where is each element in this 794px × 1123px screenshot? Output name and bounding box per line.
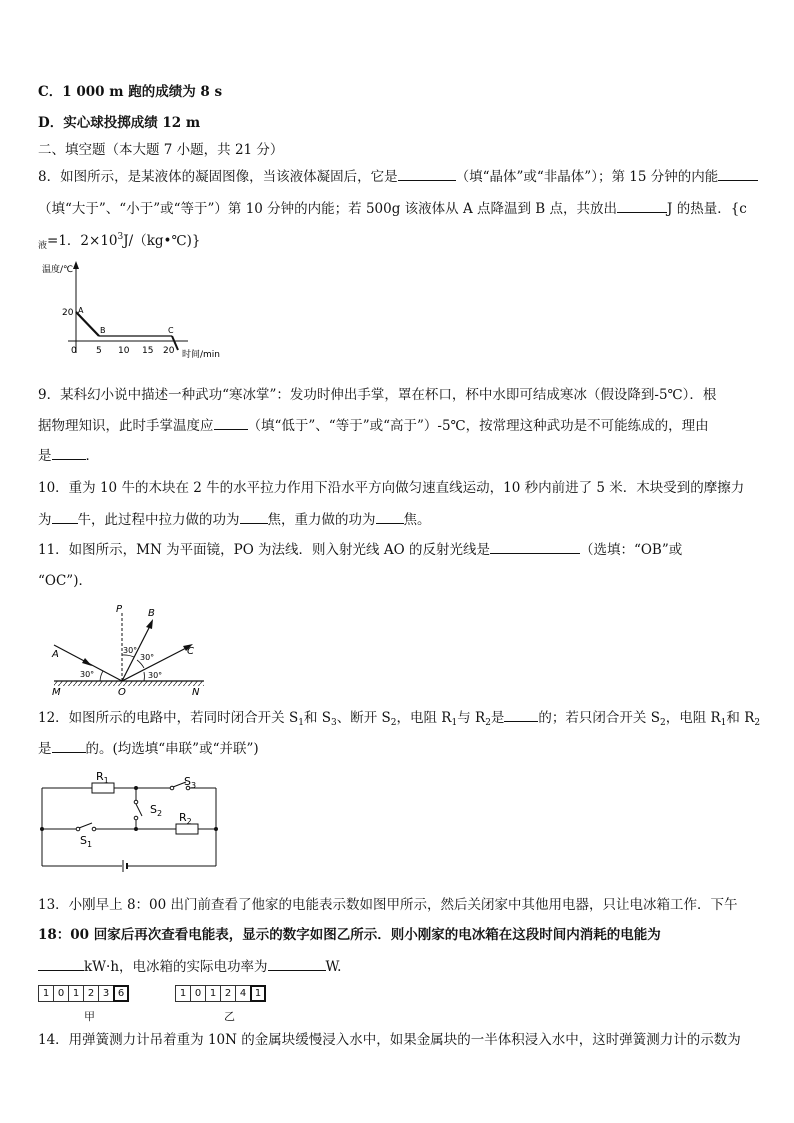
meter-label-jia: 甲 bbox=[84, 1010, 95, 1023]
fig-label-c: C bbox=[187, 646, 194, 657]
meter-digit: 2 bbox=[83, 985, 99, 1002]
meter-digit-decimal: 6 bbox=[113, 985, 129, 1002]
option-d: D．实心球投掷成绩 12 m bbox=[38, 115, 201, 131]
graph-ylabel: 温度/℃ bbox=[42, 265, 74, 275]
fig-angle-4: 30° bbox=[148, 671, 163, 680]
q8-line1: 8．如图所示，是某液体的凝固图像，当该液体凝固后，它是 （填“晶体”或“非晶体”）；第 15 分钟的内能 bbox=[38, 167, 758, 186]
q13-line3: kW·h，电冰箱的实际电功率为 W. bbox=[38, 957, 341, 976]
meter-digit: 0 bbox=[190, 985, 206, 1002]
graph-tick-10: 10 bbox=[118, 346, 130, 356]
q9-blank1[interactable] bbox=[214, 416, 248, 430]
meter-label-yi: 乙 bbox=[224, 1010, 235, 1023]
meter-yi bbox=[175, 985, 265, 1002]
switch-s1 bbox=[79, 823, 92, 828]
q13-line1: 13．小刚早上 8：00 出门前查看了他家的电能表示数如图甲所示，然后关闭家中其他用电器，只让电冰箱工作．下午 bbox=[38, 897, 738, 913]
section-heading: 二、填空题（本大题 7 小题，共 21 分） bbox=[38, 142, 284, 158]
fig-angle-2: 30° bbox=[123, 646, 138, 655]
q9-line3: 是 ． bbox=[38, 448, 99, 464]
q12-blank1[interactable] bbox=[504, 708, 538, 722]
graph-tick-20: 20 bbox=[163, 346, 175, 356]
meter-digit: 0 bbox=[53, 985, 69, 1002]
fig-label-m: M bbox=[52, 687, 61, 698]
graph-y20: 20 bbox=[62, 308, 74, 318]
fig-angle-1: 30° bbox=[80, 670, 95, 679]
graph-point-a: A bbox=[78, 306, 84, 315]
graph-origin: 0 bbox=[71, 346, 77, 356]
fig-angle-3: 30° bbox=[140, 653, 155, 662]
q13-blank2[interactable] bbox=[268, 957, 326, 971]
q9-blank2[interactable] bbox=[52, 446, 86, 460]
label-s3: $S_3$ bbox=[184, 775, 197, 790]
q8-blank2[interactable] bbox=[718, 167, 758, 181]
fig-label-n: N bbox=[192, 687, 200, 698]
meter-digit: 2 bbox=[220, 985, 236, 1002]
label-s1: $S_1$ bbox=[80, 834, 93, 849]
label-r2: $R_2$ bbox=[179, 811, 192, 826]
fig-label-b: B bbox=[148, 608, 155, 619]
q14-line1: 14．用弹簧测力计吊着重为 10N 的金属块缓慢浸入水中，如果金属块的一半体积浸入水中，这时弹簧测力计的示数为 bbox=[38, 1032, 741, 1048]
q12-blank2[interactable] bbox=[52, 739, 86, 753]
q8-line2: （填“大于”、“小于”或“等于”）第 10 分钟的内能；若 500g 该液体从 A 点降温到 B 点，共放出 J 的热量．{c bbox=[38, 201, 747, 217]
q9-line2: 据物理知识，此时手掌温度应 （填“低于”、“等于”或“高于”）-5℃，按常理这种武功是不可能练成的，理由 bbox=[38, 418, 709, 434]
option-c: C．1 000 m 跑的成绩为 8 s bbox=[38, 84, 223, 100]
meter-digit-decimal: 1 bbox=[250, 985, 266, 1002]
q13-blank1[interactable] bbox=[38, 957, 84, 971]
q11-line2: “OC”)． bbox=[38, 573, 92, 589]
fig-label-p: P bbox=[116, 604, 123, 615]
fig-label-a: A bbox=[52, 649, 59, 660]
switch-s2 bbox=[136, 804, 142, 816]
q12-line2: 是 的。(均选填“串联”或“并联”) bbox=[38, 741, 259, 757]
graph-point-b: B bbox=[100, 326, 106, 335]
q11-blank[interactable] bbox=[490, 540, 580, 554]
graph-tick-5: 5 bbox=[96, 346, 102, 356]
meter-jia bbox=[38, 985, 128, 1002]
q10-line1: 10．重为 10 牛的木块在 2 牛的水平拉力作用下沿水平方向做匀速直线运动，10 秒内前进了 5 米．木块受到的摩擦力 bbox=[38, 480, 745, 496]
meter-digit: 1 bbox=[205, 985, 221, 1002]
graph-tick-15: 15 bbox=[142, 346, 154, 356]
label-r1: $R_1$ bbox=[96, 770, 109, 785]
q10-blank2[interactable] bbox=[240, 510, 268, 524]
q8-blank3[interactable] bbox=[617, 199, 667, 213]
q8-blank1[interactable] bbox=[398, 167, 456, 181]
graph-xlabel: 时间/min bbox=[182, 350, 221, 360]
q12-circuit bbox=[36, 768, 226, 872]
q13-line2: 18：00 回家后再次查看电能表，显示的数字如图乙所示．则小刚家的电冰箱在这段时间内消耗的电能为 bbox=[38, 927, 661, 943]
q10-blank1[interactable] bbox=[52, 510, 78, 524]
q11-line1: 11．如图所示，MN 为平面镜，PO 为法线．则入射光线 AO 的反射光线是 （选填：“OB”或 bbox=[38, 542, 683, 558]
q9-line1: 9．某科幻小说中描述一种武功“寒冰掌”：发功时伸出手掌，罩在杯口，杯中水即可结成寒冰（假设降到-5℃）．根 bbox=[38, 387, 717, 403]
meter-digit: 1 bbox=[175, 985, 191, 1002]
q8-cooling-graph bbox=[38, 258, 238, 363]
meter-digit: 1 bbox=[38, 985, 54, 1002]
q11-reflection-figure bbox=[40, 600, 220, 700]
q12-line1: 12．如图所示的电路中，若同时闭合开关 $S_1$和 $S_3$、断开 $S_2$，电阻 $R_1$与 $R_2$是 的；若只闭合开关 $S_2$，电阻 $R_1$和 $R_2$ bbox=[38, 710, 761, 728]
q10-line2: 为 牛，此过程中拉力做的功为 焦，重力做的功为 焦。 bbox=[38, 512, 431, 528]
fig-label-o: O bbox=[118, 687, 126, 698]
label-s2: $S_2$ bbox=[150, 803, 163, 818]
meter-digit: 3 bbox=[98, 985, 114, 1002]
meter-digit: 4 bbox=[235, 985, 251, 1002]
graph-point-c: C bbox=[168, 326, 174, 335]
meter-digit: 1 bbox=[68, 985, 84, 1002]
q8-line3: $_液$=1．$2\times 10^3J/(kg•℃)$} bbox=[38, 232, 201, 251]
q10-blank3[interactable] bbox=[376, 510, 404, 524]
